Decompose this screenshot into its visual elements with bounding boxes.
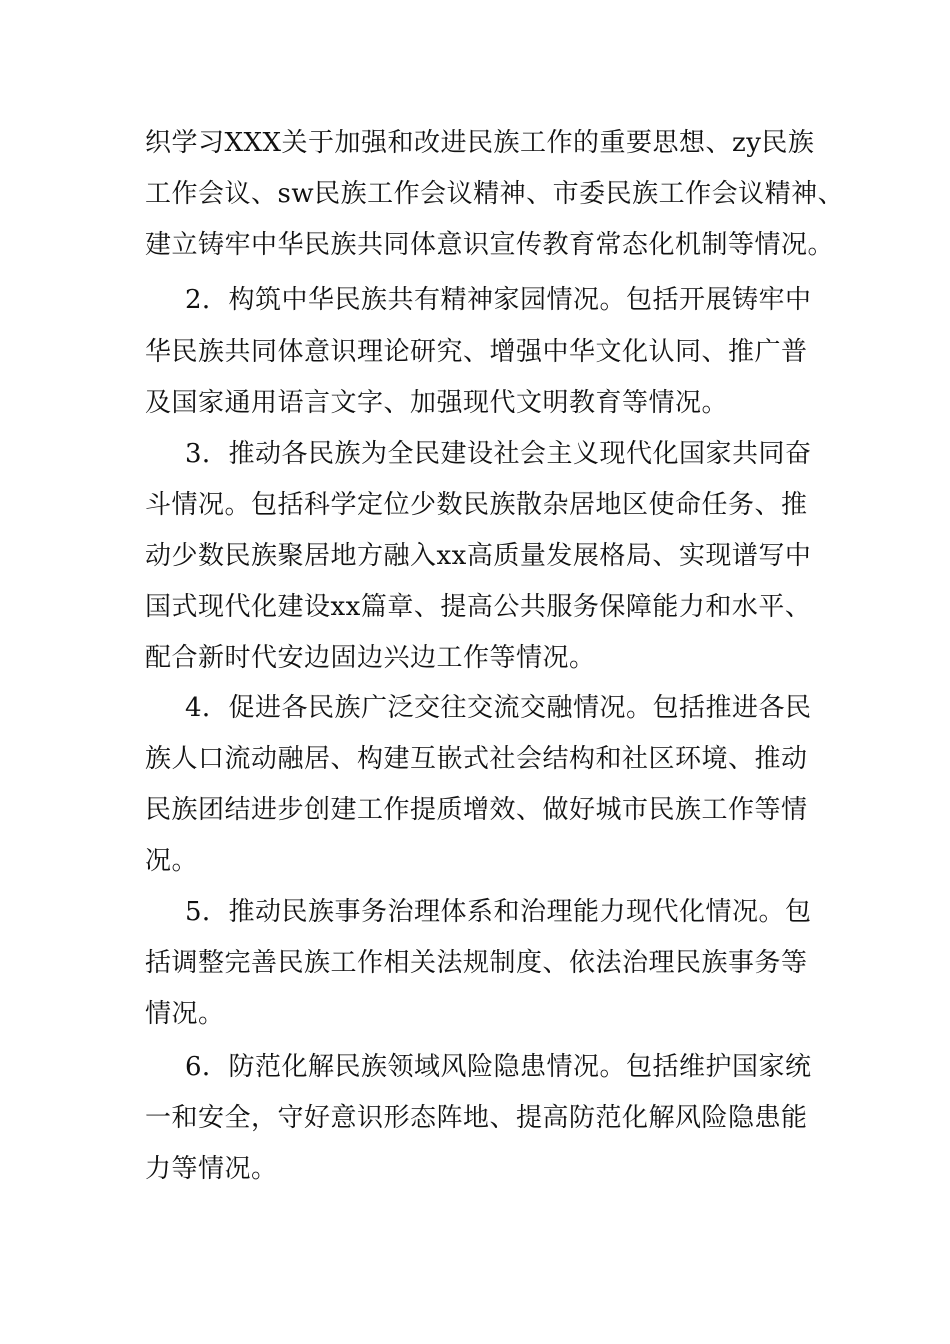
paragraph-line: 情况。 <box>145 999 225 1029</box>
item-4-heading-line: 4．促进各民族广泛交往交流交融情况。包括推进各民 <box>185 693 812 723</box>
paragraph-line: 一和安全，守好意识形态阵地、提高防范化解风险隐患能 <box>145 1103 808 1133</box>
paragraph-line: 括调整完善民族工作相关法规制度、依法治理民族事务等 <box>145 948 808 978</box>
paragraph-line: 华民族共同体意识理论研究、增强中华文化认同、推广普 <box>145 337 808 367</box>
paragraph-line: 工作会议、sw民族工作会议精神、市委民族工作会议精神、 <box>145 179 845 209</box>
paragraph-line: 配合新时代安边固边兴边工作等情况。 <box>145 643 596 673</box>
paragraph-line: 动少数民族聚居地方融入xx高质量发展格局、实现谱写中 <box>145 541 812 571</box>
paragraph-line: 织学习XXX关于加强和改进民族工作的重要思想、zy民族 <box>145 128 815 158</box>
item-6-heading-line: 6．防范化解民族领域风险隐患情况。包括维护国家统 <box>185 1052 812 1082</box>
paragraph-line: 建立铸牢中华民族共同体意识宣传教育常态化机制等情况。 <box>145 230 835 260</box>
paragraph-line: 及国家通用语言文字、加强现代文明教育等情况。 <box>145 388 729 418</box>
paragraph-line: 国式现代化建设xx篇章、提高公共服务保障能力和水平、 <box>145 592 812 622</box>
item-2-heading-line: 2．构筑中华民族共有精神家园情况。包括开展铸牢中 <box>185 285 812 315</box>
paragraph-line: 力等情况。 <box>145 1154 278 1184</box>
paragraph-line: 民族团结进步创建工作提质增效、做好城市民族工作等情 <box>145 795 808 825</box>
paragraph-line: 况。 <box>145 846 199 876</box>
item-3-heading-line: 3．推动各民族为全民建设社会主义现代化国家共同奋 <box>185 439 812 469</box>
paragraph-line: 斗情况。包括科学定位少数民族散杂居地区使命任务、推 <box>145 490 808 520</box>
item-5-heading-line: 5．推动民族事务治理体系和治理能力现代化情况。包 <box>185 897 812 927</box>
paragraph-line: 族人口流动融居、构建互嵌式社会结构和社区环境、推动 <box>145 744 808 774</box>
